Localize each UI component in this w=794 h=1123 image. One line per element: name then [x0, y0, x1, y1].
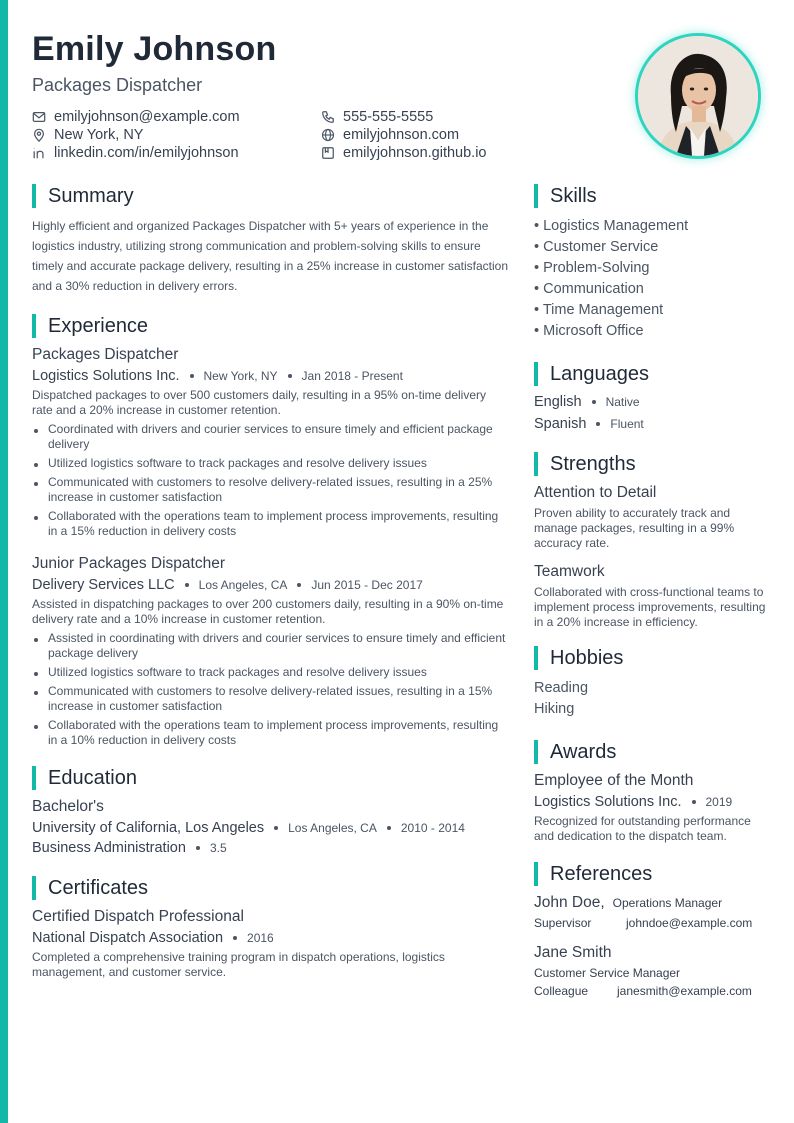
strengths-heading-text: Strengths	[550, 452, 636, 475]
job-bullet: Communicated with customers to resolve delivery-related issues, resulting in a 25% increase in customer satisfaction	[32, 475, 510, 505]
job-role: Junior Packages Dispatcher	[32, 555, 225, 572]
language-level: Fluent	[610, 417, 644, 431]
section-accent	[534, 862, 538, 886]
reference-relation: Supervisor	[534, 916, 592, 930]
education-gpa: 3.5	[209, 841, 227, 855]
skill-label: Communication	[543, 281, 644, 297]
language-name: English	[534, 394, 582, 410]
job-bullet: Coordinated with drivers and courier services to ensure timely and efficient package delivery	[32, 422, 510, 452]
strength-text: Collaborated with cross-functional teams to implement process improvements, resulting in a 20% increase in efficiency.	[534, 585, 766, 629]
job-company: Logistics Solutions Inc.	[32, 368, 180, 384]
separator-dot	[297, 583, 301, 587]
summary-heading	[32, 184, 510, 208]
reference-email[interactable]: janesmith@example.com	[617, 984, 752, 998]
separator-dot	[692, 800, 696, 804]
job-meta	[32, 368, 510, 384]
section-accent	[534, 362, 538, 386]
globe-icon	[321, 128, 335, 142]
separator-dot	[185, 583, 189, 587]
hobbies-heading-text: Hobbies	[550, 646, 624, 669]
job-bullet: Utilized logistics software to track packages and resolve delivery issues	[32, 665, 510, 680]
certificates-heading	[32, 876, 510, 900]
job-bullets	[32, 422, 510, 539]
skill-item: • Communication	[534, 281, 644, 297]
skill-label: Time Management	[542, 302, 664, 318]
language-name: Spanish	[534, 416, 587, 432]
reference-role: Operations Manager	[612, 896, 723, 910]
skills-list	[534, 216, 770, 342]
contact-website-text: emilyjohnson.com	[343, 126, 460, 143]
award-meta	[534, 794, 770, 810]
separator-dot	[592, 400, 596, 404]
skill-item: • Logistics Management	[534, 218, 689, 234]
separator-dot	[274, 826, 278, 830]
job-dates: Jun 2015 - Dec 2017	[311, 578, 423, 592]
job-bullet: Communicated with customers to resolve delivery-related issues, resulting in a 15% increase in customer satisfaction	[32, 684, 510, 714]
contact-phone-text: 555-555-5555	[343, 108, 434, 125]
strength-title: Attention to Detail	[534, 484, 657, 501]
summary-text: Highly efficient and organized Packages Dispatcher with 5+ years of experience in the logistics industry, utilizing strong communication and problem-solving skills to ensure timely and accurate package delivery, resulting in a 25% increase in customer satisfaction and a 30% reduction in delivery errors.	[32, 219, 509, 293]
profile-photo	[635, 33, 761, 159]
section-accent	[534, 184, 538, 208]
experience-heading-text: Experience	[48, 314, 149, 337]
section-accent	[32, 184, 36, 208]
separator-dot	[387, 826, 391, 830]
experience-heading	[32, 314, 510, 338]
award-org: Logistics Solutions Inc.	[534, 794, 682, 810]
section-accent	[534, 740, 538, 764]
job-meta	[32, 577, 510, 593]
awards-heading	[534, 740, 770, 764]
reference-header	[534, 894, 770, 912]
separator-dot	[233, 936, 237, 940]
job-location: Los Angeles, CA	[198, 578, 288, 592]
job-entry	[32, 555, 510, 748]
contact-linkedin-text: linkedin.com/in/emilyjohnson	[54, 144, 239, 161]
skills-heading	[534, 184, 770, 208]
section-accent	[32, 314, 36, 338]
contact-list	[32, 108, 592, 161]
job-location: New York, NY	[203, 369, 278, 383]
contact-github[interactable]	[321, 144, 581, 161]
contact-website[interactable]	[321, 126, 581, 143]
phone-icon	[321, 110, 335, 124]
hobby-item: Reading	[534, 680, 589, 696]
skill-item: • Time Management	[534, 302, 664, 318]
job-bullet: Assisted in coordinating with drivers and courier services to ensure timely and efficient package delivery	[32, 631, 510, 661]
strengths-heading	[534, 452, 770, 476]
candidate-name: Emily Johnson	[32, 30, 277, 68]
education-location: Los Angeles, CA	[288, 821, 377, 835]
job-company: Delivery Services LLC	[32, 577, 175, 593]
strength-title: Teamwork	[534, 563, 605, 580]
reference-name: Jane Smith	[534, 944, 612, 961]
reference-contact	[534, 984, 770, 998]
education-field: Business Administration	[32, 840, 186, 856]
separator-dot	[196, 846, 200, 850]
skill-item: • Problem-Solving	[534, 260, 650, 276]
separator-dot	[190, 374, 194, 378]
references-heading-text: References	[550, 862, 653, 885]
linkedin-icon	[32, 146, 46, 160]
reference-name: John Doe,	[534, 894, 605, 911]
contact-email[interactable]	[32, 108, 321, 125]
contact-location	[32, 126, 321, 143]
language-item	[534, 394, 770, 410]
language-item	[534, 416, 770, 432]
email-icon	[32, 110, 46, 124]
contact-linkedin[interactable]	[32, 144, 321, 161]
skill-label: Problem-Solving	[543, 260, 650, 276]
certificate-description: Completed a comprehensive training program in dispatch operations, logistics management, and customer service.	[32, 950, 445, 979]
left-column	[32, 184, 510, 980]
contact-phone[interactable]	[321, 108, 581, 125]
separator-dot	[288, 374, 292, 378]
reference-entry	[534, 894, 770, 930]
award-title: Employee of the Month	[534, 772, 694, 789]
section-accent	[32, 766, 36, 790]
certificate-issuer: National Dispatch Association	[32, 930, 224, 946]
separator-dot	[596, 422, 600, 426]
reference-email[interactable]: johndoe@example.com	[626, 916, 753, 930]
certificate-meta	[32, 930, 510, 946]
skill-label: Customer Service	[543, 239, 659, 255]
reference-contact	[534, 916, 770, 930]
language-level: Native	[605, 395, 640, 409]
job-description: Dispatched packages to over 500 customers daily, resulting in a 95% on-time delivery rate and a 20% increase in customer retention.	[32, 388, 487, 417]
certificate-year: 2016	[247, 931, 274, 945]
hobbies-heading	[534, 646, 770, 670]
github-icon	[321, 146, 335, 160]
awards-heading-text: Awards	[550, 740, 617, 763]
skills-heading-text: Skills	[550, 184, 597, 207]
contact-github-text: emilyjohnson.github.io	[343, 144, 487, 161]
job-entry	[32, 346, 510, 539]
award-text: Recognized for outstanding performance and dedication to the dispatch team.	[534, 814, 751, 843]
reference-role: Customer Service Manager	[534, 966, 681, 980]
strength-text: Proven ability to accurately track and manage packages, resulting in a 99% accuracy rate.	[534, 506, 735, 550]
section-accent	[534, 646, 538, 670]
hobby-item: Hiking	[534, 701, 575, 717]
accent-bar	[0, 0, 8, 1123]
job-bullets	[32, 631, 510, 748]
job-bullet: Collaborated with the operations team to implement process improvements, resulting in a 15% reduction in delivery costs	[32, 509, 510, 539]
section-accent	[32, 876, 36, 900]
skill-label: Microsoft Office	[543, 323, 644, 339]
skill-item: • Customer Service	[534, 239, 659, 255]
certificates-heading-text: Certificates	[48, 876, 149, 899]
job-description: Assisted in dispatching packages to over 200 customers daily, resulting in a 90% on-time delivery rate and a 10% increase in customer retention.	[32, 597, 504, 626]
education-field-row	[32, 840, 510, 856]
right-column	[534, 184, 770, 998]
award-year: 2019	[705, 795, 733, 809]
education-degree: Bachelor's	[32, 798, 104, 815]
contact-email-text: emilyjohnson@example.com	[54, 108, 240, 125]
job-role: Packages Dispatcher	[32, 346, 179, 363]
languages-heading-text: Languages	[550, 362, 649, 385]
certificate-name: Certified Dispatch Professional	[32, 908, 244, 925]
skill-label: Logistics Management	[543, 218, 689, 234]
job-bullet: Collaborated with the operations team to implement process improvements, resulting in a 10% reduction in delivery costs	[32, 718, 510, 748]
reference-role-row	[534, 966, 770, 980]
education-dates: 2010 - 2014	[400, 821, 465, 835]
reference-relation: Colleague	[534, 984, 589, 998]
languages-heading	[534, 362, 770, 386]
education-school: University of California, Los Angeles	[32, 820, 265, 836]
job-dates: Jan 2018 - Present	[301, 369, 403, 383]
job-bullet: Utilized logistics software to track packages and resolve delivery issues	[32, 456, 510, 471]
location-icon	[32, 128, 46, 142]
references-heading	[534, 862, 770, 886]
education-meta	[32, 820, 510, 836]
contact-location-text: New York, NY	[54, 126, 144, 143]
candidate-title: Packages Dispatcher	[32, 75, 203, 95]
reference-entry	[534, 944, 770, 998]
summary-heading-text: Summary	[48, 184, 134, 207]
section-accent	[534, 452, 538, 476]
education-heading-text: Education	[48, 766, 137, 789]
skill-item: • Microsoft Office	[534, 323, 644, 339]
education-heading	[32, 766, 510, 790]
